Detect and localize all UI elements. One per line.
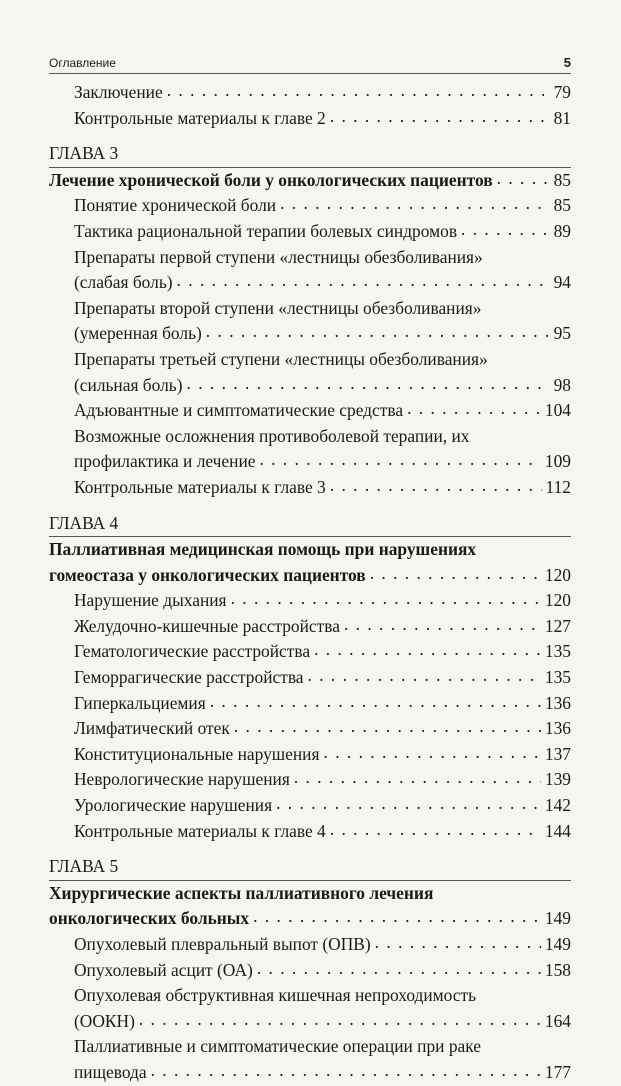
- toc-entry[interactable]: [49, 742, 571, 768]
- toc-entry-text: Опухолевый плевральный выпот (ОПВ): [74, 934, 371, 954]
- dot-leader: [276, 791, 541, 817]
- toc-entry-text: Геморрагические расстройства: [74, 667, 304, 688]
- chapter-heading: ГЛАВА 5: [49, 854, 571, 881]
- dot-leader: [308, 663, 541, 689]
- dot-leader: [370, 561, 541, 587]
- toc-page-number: 120: [544, 590, 571, 611]
- dot-leader: [280, 191, 550, 217]
- toc-page-number: 94: [553, 272, 571, 293]
- toc-page-number: 158: [544, 959, 571, 980]
- toc-entry[interactable]: [49, 1034, 571, 1085]
- toc-page-number: 149: [544, 934, 571, 954]
- toc-entry[interactable]: [49, 193, 571, 219]
- toc-entry-text: Опухолевый асцит (ОА): [74, 959, 253, 980]
- toc-entry-text: Гематологические расстройства: [74, 641, 311, 662]
- toc-entry-text: Конституциональные нарушения: [74, 743, 320, 764]
- toc-entry-text: (слабая боль): [74, 272, 173, 293]
- dot-leader: [253, 904, 541, 930]
- toc-entry[interactable]: [49, 691, 571, 717]
- chapter-heading: ГЛАВА 3: [49, 141, 571, 168]
- dot-leader: [231, 586, 541, 612]
- toc-entry[interactable]: [49, 424, 571, 475]
- toc-page-number: 112: [545, 476, 571, 497]
- toc-page-number: 104: [544, 400, 571, 421]
- toc-page-number: 139: [544, 769, 571, 790]
- toc-entry[interactable]: [49, 793, 571, 819]
- toc-page-number: 85: [553, 195, 571, 216]
- toc-page-number: 137: [544, 743, 571, 764]
- toc-entry-text: пищевода: [74, 1061, 147, 1082]
- running-header: [49, 55, 571, 74]
- toc-page-number: 85: [553, 169, 571, 190]
- toc-entry-text: Препараты второй ступени «лестницы обезболивания»: [74, 297, 482, 318]
- toc-entry-text: гомеостаза у онкологических пациентов: [49, 564, 366, 585]
- dot-leader: [139, 1007, 541, 1033]
- table-of-contents: [49, 80, 571, 1086]
- toc-page-number: 177: [544, 1061, 571, 1082]
- page-number: 5: [563, 55, 571, 70]
- toc-entry-text: (сильная боль): [74, 374, 183, 395]
- dot-leader: [330, 817, 541, 843]
- toc-chapter-title[interactable]: [49, 168, 571, 194]
- section-title: Оглавление: [49, 56, 116, 70]
- toc-entry-text: Контрольные материалы к главе 3: [74, 476, 326, 497]
- toc-entry-text: Лечение хронической боли у онкологических пациентов: [49, 169, 493, 190]
- toc-entry-text: Препараты первой ступени «лестницы обезболивания»: [74, 246, 483, 267]
- toc-entry[interactable]: [49, 475, 571, 501]
- toc-page-number: 79: [553, 82, 571, 102]
- toc-entry-text: Неврологические нарушения: [74, 769, 290, 790]
- toc-entry-text: Препараты третьей ступени «лестницы обезболивания»: [74, 348, 488, 369]
- toc-page-number: 89: [553, 220, 571, 241]
- toc-page-number: 109: [544, 451, 571, 472]
- toc-entry[interactable]: [49, 296, 571, 347]
- toc-page-number: 142: [544, 795, 571, 816]
- toc-entry-text: онкологических больных: [49, 908, 250, 929]
- toc-page-number: 136: [544, 692, 571, 713]
- dot-leader: [187, 371, 550, 397]
- dot-leader: [497, 166, 550, 192]
- toc-entry-text: Контрольные материалы к главе 4: [74, 820, 326, 841]
- toc-entry[interactable]: [49, 347, 571, 398]
- toc-entry[interactable]: [49, 639, 571, 665]
- toc-chapter-title[interactable]: [49, 881, 571, 932]
- dot-leader: [324, 740, 541, 766]
- toc-entry[interactable]: [49, 983, 571, 1034]
- toc-entry-text: Контрольные материалы к главе 2: [74, 107, 326, 128]
- toc-entry[interactable]: [49, 819, 571, 845]
- toc-page-number: 144: [544, 820, 571, 841]
- toc-entry-text: Понятие хронической боли: [74, 195, 277, 216]
- toc-chapter-title[interactable]: [49, 537, 571, 588]
- dot-leader: [206, 319, 550, 345]
- dot-leader: [461, 217, 550, 243]
- toc-entry-text: Возможные осложнения противоболевой терапии, их: [74, 425, 470, 446]
- toc-page-number: 127: [544, 615, 571, 636]
- toc-entry[interactable]: [49, 398, 571, 424]
- dot-leader: [344, 612, 541, 638]
- toc-entry-text: Нарушение дыхания: [74, 590, 227, 611]
- toc-entry[interactable]: [49, 767, 571, 793]
- toc-entry-text: Заключение: [74, 82, 163, 102]
- toc-page-number: 135: [544, 641, 571, 662]
- toc-entry-text: Паллиативные и симптоматические операции при раке: [74, 1036, 481, 1057]
- toc-entry[interactable]: [49, 245, 571, 296]
- toc-page-number: 135: [544, 667, 571, 688]
- toc-entry-text: Гиперкальциемия: [74, 692, 206, 713]
- toc-entry[interactable]: [49, 958, 571, 984]
- dot-leader: [330, 104, 550, 130]
- toc-page-number: 149: [544, 908, 571, 929]
- dot-leader: [234, 714, 541, 740]
- dot-leader: [177, 268, 550, 294]
- toc-entry-text: (умеренная боль): [74, 323, 202, 344]
- toc-entry-text: Опухолевая обструктивная кишечная непроходимость: [74, 985, 477, 1006]
- toc-page-number: 98: [553, 374, 571, 395]
- toc-entry-text: Паллиативная медицинская помощь при нарушениях: [49, 539, 477, 560]
- toc-entry-text: Тактика рациональной терапии болевых синдромов: [74, 220, 458, 241]
- toc-entry-text: Желудочно-кишечные расстройства: [74, 615, 340, 636]
- dot-leader: [314, 637, 541, 663]
- toc-entry[interactable]: [49, 932, 571, 958]
- toc-entry-text: Урологические нарушения: [74, 795, 273, 816]
- toc-entry[interactable]: [49, 106, 571, 132]
- toc-entry[interactable]: [49, 665, 571, 691]
- toc-page-number: 81: [553, 107, 571, 128]
- toc-page-number: 120: [544, 564, 571, 585]
- toc-entry-text: Лимфатический отек: [74, 718, 230, 739]
- dot-leader: [259, 447, 540, 473]
- dot-leader: [330, 473, 542, 499]
- dot-leader: [210, 689, 541, 715]
- dot-leader: [294, 765, 541, 791]
- toc-page-number: 95: [553, 323, 571, 344]
- dot-leader: [407, 396, 541, 422]
- toc-entry-text: Адъювантные и симптоматические средства: [74, 400, 404, 421]
- dot-leader: [167, 78, 550, 104]
- toc-entry-text: (ООКН): [74, 1010, 135, 1031]
- toc-entry-text: профилактика и лечение: [74, 451, 256, 472]
- dot-leader: [151, 1058, 541, 1084]
- chapter-heading: ГЛАВА 4: [49, 511, 571, 538]
- dot-leader: [375, 930, 541, 956]
- toc-entry-text: Хирургические аспекты паллиативного лечения: [49, 882, 434, 903]
- toc-entry[interactable]: [49, 80, 571, 106]
- toc-page-number: 164: [544, 1010, 571, 1031]
- dot-leader: [257, 956, 541, 982]
- toc-entry[interactable]: [49, 716, 571, 742]
- toc-entry[interactable]: [49, 614, 571, 640]
- toc-page-number: 136: [544, 718, 571, 739]
- toc-entry[interactable]: [49, 219, 571, 245]
- toc-entry[interactable]: [49, 588, 571, 614]
